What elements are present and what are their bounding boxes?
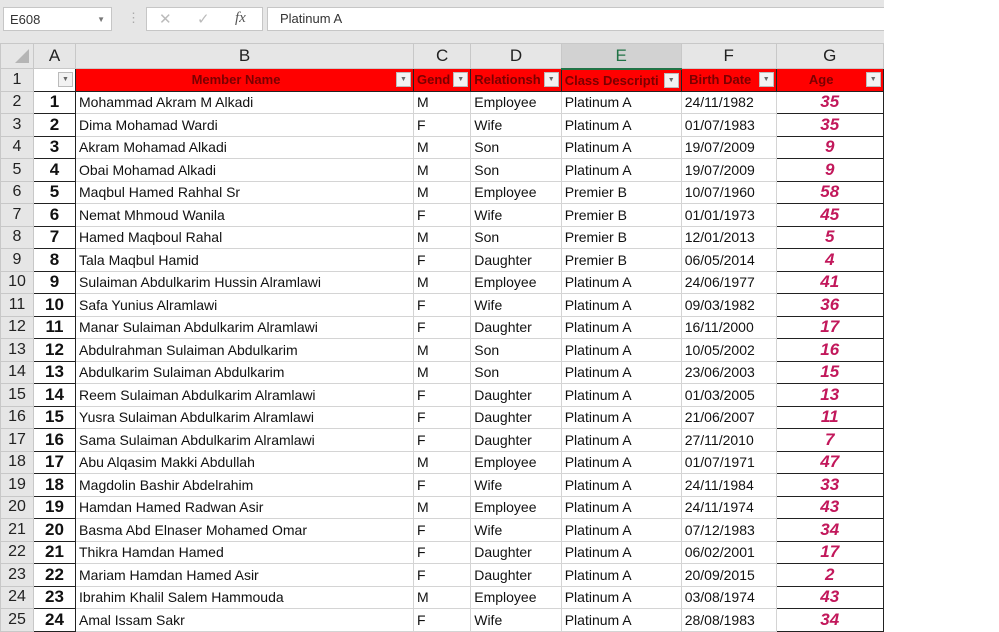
class-cell[interactable]: Platinum A bbox=[561, 384, 681, 407]
member-name-cell[interactable]: Sulaiman Abdulkarim Hussin Alramlawi bbox=[76, 271, 414, 294]
birth-date-cell[interactable]: 24/06/1977 bbox=[681, 271, 776, 294]
row-header[interactable]: 20 bbox=[1, 496, 34, 519]
row-header[interactable]: 8 bbox=[1, 226, 34, 249]
birth-date-cell[interactable]: 03/08/1974 bbox=[681, 586, 776, 609]
column-header-E[interactable]: E bbox=[561, 44, 681, 69]
birth-date-cell[interactable]: 23/06/2003 bbox=[681, 361, 776, 384]
row-header[interactable]: 12 bbox=[1, 316, 34, 339]
birth-date-cell[interactable]: 01/01/1973 bbox=[681, 204, 776, 227]
relationship-cell[interactable]: Daughter bbox=[471, 249, 561, 272]
index-cell[interactable]: 7 bbox=[34, 226, 76, 249]
class-cell[interactable]: Platinum A bbox=[561, 609, 681, 632]
index-cell[interactable]: 12 bbox=[34, 339, 76, 362]
table-row bbox=[1, 609, 884, 632]
relationship-cell[interactable]: Son bbox=[471, 159, 561, 182]
relationship-cell[interactable]: Son bbox=[471, 339, 561, 362]
class-cell[interactable]: Premier B bbox=[561, 249, 681, 272]
filter-dropdown-button[interactable]: ▼ bbox=[866, 72, 881, 87]
birth-date-cell[interactable]: 07/12/1983 bbox=[681, 519, 776, 542]
index-cell[interactable]: 13 bbox=[34, 361, 76, 384]
index-cell[interactable]: 21 bbox=[34, 541, 76, 564]
row-header[interactable]: 22 bbox=[1, 541, 34, 564]
row-header[interactable]: 6 bbox=[1, 181, 34, 204]
age-cell[interactable]: 36 bbox=[776, 294, 883, 317]
class-cell[interactable]: Platinum A bbox=[561, 541, 681, 564]
index-cell[interactable]: 1 bbox=[34, 91, 76, 114]
row-header[interactable]: 25 bbox=[1, 609, 34, 632]
row-header[interactable]: 18 bbox=[1, 451, 34, 474]
member-name-cell[interactable]: Maqbul Hamed Rahhal Sr bbox=[76, 181, 414, 204]
table-row bbox=[1, 271, 884, 294]
table-row bbox=[1, 541, 884, 564]
row-header[interactable]: 23 bbox=[1, 564, 34, 587]
relationship-cell[interactable]: Daughter bbox=[471, 564, 561, 587]
gender-cell[interactable]: M bbox=[414, 181, 471, 204]
table-row bbox=[1, 496, 884, 519]
relationship-cell[interactable]: Daughter bbox=[471, 316, 561, 339]
relationship-cell[interactable]: Son bbox=[471, 226, 561, 249]
gender-cell[interactable]: F bbox=[414, 406, 471, 429]
class-cell[interactable]: Platinum A bbox=[561, 586, 681, 609]
header-cell: Relationsh ▼ bbox=[471, 69, 561, 92]
age-cell[interactable]: 58 bbox=[776, 181, 883, 204]
member-name-cell[interactable]: Mariam Hamdan Hamed Asir bbox=[76, 564, 414, 587]
index-cell[interactable]: 11 bbox=[34, 316, 76, 339]
member-name-cell[interactable]: Reem Sulaiman Abdulkarim Alramlawi bbox=[76, 384, 414, 407]
header-cell: Member Name ▼ bbox=[76, 69, 414, 92]
relationship-cell[interactable]: Daughter bbox=[471, 541, 561, 564]
chevron-down-icon[interactable]: ▼ bbox=[97, 15, 105, 24]
birth-date-cell[interactable]: 12/01/2013 bbox=[681, 226, 776, 249]
index-cell[interactable]: 24 bbox=[34, 609, 76, 632]
member-name-cell[interactable]: Dima Mohamad Wardi bbox=[76, 114, 414, 137]
class-cell[interactable]: Platinum A bbox=[561, 339, 681, 362]
table-row bbox=[1, 159, 884, 182]
table-row bbox=[1, 91, 884, 114]
member-name-cell[interactable]: Tala Maqbul Hamid bbox=[76, 249, 414, 272]
filter-dropdown-button[interactable]: ▼ bbox=[759, 72, 774, 87]
birth-date-cell[interactable]: 10/05/2002 bbox=[681, 339, 776, 362]
class-cell[interactable]: Platinum A bbox=[561, 519, 681, 542]
class-cell[interactable]: Platinum A bbox=[561, 429, 681, 452]
table-row bbox=[1, 586, 884, 609]
class-cell[interactable]: Platinum A bbox=[561, 451, 681, 474]
select-all-triangle-icon[interactable] bbox=[15, 49, 29, 63]
birth-date-cell[interactable]: 27/11/2010 bbox=[681, 429, 776, 452]
birth-date-cell[interactable]: 24/11/1974 bbox=[681, 496, 776, 519]
age-cell[interactable]: 43 bbox=[776, 496, 883, 519]
gender-cell[interactable]: M bbox=[414, 339, 471, 362]
relationship-cell[interactable]: Wife bbox=[471, 474, 561, 497]
index-cell[interactable]: 9 bbox=[34, 271, 76, 294]
relationship-cell[interactable]: Employee bbox=[471, 91, 561, 114]
birth-date-cell[interactable]: 24/11/1982 bbox=[681, 91, 776, 114]
age-cell[interactable]: 35 bbox=[776, 91, 883, 114]
index-cell[interactable]: 10 bbox=[34, 294, 76, 317]
birth-date-cell[interactable]: 19/07/2009 bbox=[681, 136, 776, 159]
relationship-cell[interactable]: Wife bbox=[471, 609, 561, 632]
gender-cell[interactable]: M bbox=[414, 136, 471, 159]
class-cell[interactable]: Platinum A bbox=[561, 114, 681, 137]
table-row bbox=[1, 339, 884, 362]
row-header[interactable]: 2 bbox=[1, 91, 34, 114]
birth-date-cell[interactable]: 09/03/1982 bbox=[681, 294, 776, 317]
row-header[interactable]: 3 bbox=[1, 114, 34, 137]
formula-buttons bbox=[146, 7, 263, 31]
function-icon[interactable]: fx bbox=[235, 10, 246, 26]
age-cell[interactable]: 17 bbox=[776, 541, 883, 564]
index-cell[interactable]: 19 bbox=[34, 496, 76, 519]
row-header[interactable]: 13 bbox=[1, 339, 34, 362]
gender-cell[interactable]: F bbox=[414, 609, 471, 632]
filter-dropdown-button[interactable]: ▼ bbox=[453, 72, 468, 87]
gender-cell[interactable]: M bbox=[414, 226, 471, 249]
row-header[interactable]: 7 bbox=[1, 204, 34, 227]
header-cell: Birth Date ▼ bbox=[681, 69, 776, 92]
age-cell[interactable]: 7 bbox=[776, 429, 883, 452]
row-header[interactable]: 17 bbox=[1, 429, 34, 452]
member-name-cell[interactable]: Thikra Hamdan Hamed bbox=[76, 541, 414, 564]
column-header-row bbox=[1, 44, 884, 69]
class-cell[interactable]: Platinum A bbox=[561, 496, 681, 519]
column-header-F[interactable]: F bbox=[681, 44, 776, 69]
index-cell[interactable]: 5 bbox=[34, 181, 76, 204]
column-header-D[interactable]: D bbox=[471, 44, 561, 69]
birth-date-cell[interactable]: 10/07/1960 bbox=[681, 181, 776, 204]
table-row bbox=[1, 226, 884, 249]
index-cell[interactable]: 3 bbox=[34, 136, 76, 159]
age-cell[interactable]: 34 bbox=[776, 609, 883, 632]
row-header[interactable]: 21 bbox=[1, 519, 34, 542]
birth-date-cell[interactable]: 21/06/2007 bbox=[681, 406, 776, 429]
filter-dropdown-button[interactable]: ▼ bbox=[544, 72, 559, 87]
gender-cell[interactable]: F bbox=[414, 519, 471, 542]
class-cell[interactable]: Platinum A bbox=[561, 474, 681, 497]
row-header[interactable]: 11 bbox=[1, 294, 34, 317]
index-cell[interactable]: 22 bbox=[34, 564, 76, 587]
age-cell[interactable]: 17 bbox=[776, 316, 883, 339]
index-cell[interactable]: 8 bbox=[34, 249, 76, 272]
table-header-row bbox=[1, 69, 884, 92]
header-cell: Age ▼ bbox=[776, 69, 883, 92]
age-cell[interactable]: 47 bbox=[776, 451, 883, 474]
birth-date-cell[interactable]: 01/07/1971 bbox=[681, 451, 776, 474]
row-header[interactable]: 24 bbox=[1, 586, 34, 609]
row-header[interactable]: 5 bbox=[1, 159, 34, 182]
drag-handle-icon[interactable]: ⋮ bbox=[127, 10, 140, 25]
birth-date-cell[interactable]: 24/11/1984 bbox=[681, 474, 776, 497]
birth-date-cell[interactable]: 01/03/2005 bbox=[681, 384, 776, 407]
gender-cell[interactable]: F bbox=[414, 541, 471, 564]
class-cell[interactable]: Platinum A bbox=[561, 91, 681, 114]
row-header[interactable]: 16 bbox=[1, 406, 34, 429]
class-cell[interactable]: Platinum A bbox=[561, 271, 681, 294]
index-cell[interactable]: 2 bbox=[34, 114, 76, 137]
age-cell[interactable]: 43 bbox=[776, 586, 883, 609]
select-all-corner[interactable] bbox=[1, 44, 34, 69]
filter-dropdown-button[interactable]: ▼ bbox=[58, 72, 73, 87]
row-header[interactable]: 19 bbox=[1, 474, 34, 497]
gender-cell[interactable]: F bbox=[414, 204, 471, 227]
table-row bbox=[1, 294, 884, 317]
row-header[interactable]: 15 bbox=[1, 384, 34, 407]
column-header-G[interactable]: G bbox=[776, 44, 883, 69]
table-row bbox=[1, 429, 884, 452]
row-header[interactable]: 4 bbox=[1, 136, 34, 159]
row-header[interactable]: 9 bbox=[1, 249, 34, 272]
class-cell[interactable]: Platinum A bbox=[561, 361, 681, 384]
index-cell[interactable]: 20 bbox=[34, 519, 76, 542]
member-name-cell[interactable]: Amal Issam Sakr bbox=[76, 609, 414, 632]
relationship-cell[interactable]: Son bbox=[471, 361, 561, 384]
gender-cell[interactable]: F bbox=[414, 384, 471, 407]
birth-date-cell[interactable]: 16/11/2000 bbox=[681, 316, 776, 339]
gender-cell[interactable]: F bbox=[414, 564, 471, 587]
class-cell[interactable]: Platinum A bbox=[561, 294, 681, 317]
gender-cell[interactable]: F bbox=[414, 114, 471, 137]
birth-date-cell[interactable]: 06/05/2014 bbox=[681, 249, 776, 272]
gender-cell[interactable]: M bbox=[414, 91, 471, 114]
age-cell[interactable]: 35 bbox=[776, 114, 883, 137]
class-cell[interactable]: Premier B bbox=[561, 226, 681, 249]
table-row bbox=[1, 204, 884, 227]
age-cell[interactable]: 41 bbox=[776, 271, 883, 294]
name-box-value: E608 bbox=[10, 12, 41, 27]
member-name-cell[interactable]: Mohammad Akram M Alkadi bbox=[76, 91, 414, 114]
member-name-cell[interactable]: Akram Mohamad Alkadi bbox=[76, 136, 414, 159]
member-name-cell[interactable]: Hamdan Hamed Radwan Asir bbox=[76, 496, 414, 519]
row-header[interactable]: 14 bbox=[1, 361, 34, 384]
table-row bbox=[1, 474, 884, 497]
sheet-grid bbox=[0, 43, 884, 632]
relationship-cell[interactable]: Employee bbox=[471, 586, 561, 609]
birth-date-cell[interactable]: 20/09/2015 bbox=[681, 564, 776, 587]
table-row bbox=[1, 361, 884, 384]
member-name-cell[interactable]: Safa Yunius Alramlawi bbox=[76, 294, 414, 317]
member-name-cell[interactable]: Abu Alqasim Makki Abdullah bbox=[76, 451, 414, 474]
gender-cell[interactable]: F bbox=[414, 249, 471, 272]
header-cell: Class Descripti ▼ bbox=[561, 69, 681, 92]
table-row bbox=[1, 519, 884, 542]
member-name-cell[interactable]: Obai Mohamad Alkadi bbox=[76, 159, 414, 182]
index-cell[interactable]: 17 bbox=[34, 451, 76, 474]
class-cell[interactable]: Premier B bbox=[561, 181, 681, 204]
member-name-cell[interactable]: Abdulrahman Sulaiman Abdulkarim bbox=[76, 339, 414, 362]
gender-cell[interactable]: F bbox=[414, 474, 471, 497]
member-name-cell[interactable]: Basma Abd Elnaser Mohamed Omar bbox=[76, 519, 414, 542]
formula-bar[interactable]: Platinum A bbox=[267, 7, 884, 31]
table-row bbox=[1, 249, 884, 272]
age-cell[interactable]: 9 bbox=[776, 136, 883, 159]
class-cell[interactable]: Platinum A bbox=[561, 564, 681, 587]
member-name-cell[interactable]: Nemat Mhmoud Wanila bbox=[76, 204, 414, 227]
table-row bbox=[1, 181, 884, 204]
birth-date-cell[interactable]: 06/02/2001 bbox=[681, 541, 776, 564]
age-cell[interactable]: 13 bbox=[776, 384, 883, 407]
age-cell[interactable]: 11 bbox=[776, 406, 883, 429]
age-cell[interactable]: 2 bbox=[776, 564, 883, 587]
column-header-B[interactable]: B bbox=[76, 44, 414, 69]
gender-cell[interactable]: M bbox=[414, 271, 471, 294]
age-cell[interactable]: 16 bbox=[776, 339, 883, 362]
relationship-cell[interactable]: Wife bbox=[471, 519, 561, 542]
relationship-cell[interactable]: Daughter bbox=[471, 406, 561, 429]
relationship-cell[interactable]: Employee bbox=[471, 271, 561, 294]
gender-cell[interactable]: M bbox=[414, 361, 471, 384]
member-name-cell[interactable]: Yusra Sulaiman Abdulkarim Alramlawi bbox=[76, 406, 414, 429]
member-name-cell[interactable]: Magdolin Bashir Abdelrahim bbox=[76, 474, 414, 497]
table-row bbox=[1, 406, 884, 429]
class-cell[interactable]: Platinum A bbox=[561, 136, 681, 159]
age-cell[interactable]: 15 bbox=[776, 361, 883, 384]
column-header-A[interactable]: A bbox=[34, 44, 76, 69]
table-row bbox=[1, 136, 884, 159]
class-cell[interactable]: Platinum A bbox=[561, 406, 681, 429]
age-cell[interactable]: 33 bbox=[776, 474, 883, 497]
gender-cell[interactable]: M bbox=[414, 586, 471, 609]
age-cell[interactable]: 5 bbox=[776, 226, 883, 249]
index-cell[interactable]: 18 bbox=[34, 474, 76, 497]
relationship-cell[interactable]: Employee bbox=[471, 496, 561, 519]
index-cell[interactable]: 15 bbox=[34, 406, 76, 429]
filter-dropdown-button[interactable]: ▼ bbox=[664, 73, 679, 88]
class-cell[interactable]: Platinum A bbox=[561, 316, 681, 339]
class-cell[interactable]: Premier B bbox=[561, 204, 681, 227]
row-header[interactable]: 10 bbox=[1, 271, 34, 294]
relationship-cell[interactable]: Employee bbox=[471, 181, 561, 204]
member-name-cell[interactable]: Sama Sulaiman Abdulkarim Alramlawi bbox=[76, 429, 414, 452]
birth-date-cell[interactable]: 28/08/1983 bbox=[681, 609, 776, 632]
header-cell: Gend ▼ bbox=[414, 69, 471, 92]
column-header-C[interactable]: C bbox=[414, 44, 471, 69]
gender-cell[interactable]: F bbox=[414, 316, 471, 339]
age-cell[interactable]: 4 bbox=[776, 249, 883, 272]
gender-cell[interactable]: M bbox=[414, 496, 471, 519]
birth-date-cell[interactable]: 19/07/2009 bbox=[681, 159, 776, 182]
table-row bbox=[1, 384, 884, 407]
member-name-cell[interactable]: Abdulkarim Sulaiman Abdulkarim bbox=[76, 361, 414, 384]
table-row bbox=[1, 316, 884, 339]
row-header-1[interactable]: 1 bbox=[1, 69, 34, 92]
name-box[interactable] bbox=[3, 7, 112, 31]
filter-dropdown-button[interactable]: ▼ bbox=[396, 72, 411, 87]
age-cell[interactable]: 9 bbox=[776, 159, 883, 182]
header-cell bbox=[34, 69, 76, 92]
relationship-cell[interactable]: Wife bbox=[471, 294, 561, 317]
enter-icon[interactable]: ✓ bbox=[197, 11, 210, 28]
relationship-cell[interactable]: Employee bbox=[471, 451, 561, 474]
table-row bbox=[1, 564, 884, 587]
cancel-icon[interactable]: ✕ bbox=[159, 11, 172, 28]
index-cell[interactable]: 6 bbox=[34, 204, 76, 227]
relationship-cell[interactable]: Wife bbox=[471, 114, 561, 137]
index-cell[interactable]: 23 bbox=[34, 586, 76, 609]
relationship-cell[interactable]: Wife bbox=[471, 204, 561, 227]
gender-cell[interactable]: M bbox=[414, 159, 471, 182]
index-cell[interactable]: 16 bbox=[34, 429, 76, 452]
member-name-cell[interactable]: Manar Sulaiman Abdulkarim Alramlawi bbox=[76, 316, 414, 339]
table-row bbox=[1, 114, 884, 137]
table-row bbox=[1, 451, 884, 474]
gender-cell[interactable]: F bbox=[414, 429, 471, 452]
member-name-cell[interactable]: Hamed Maqboul Rahal bbox=[76, 226, 414, 249]
index-cell[interactable]: 4 bbox=[34, 159, 76, 182]
relationship-cell[interactable]: Daughter bbox=[471, 384, 561, 407]
gender-cell[interactable]: F bbox=[414, 294, 471, 317]
member-name-cell[interactable]: Ibrahim Khalil Salem Hammouda bbox=[76, 586, 414, 609]
gender-cell[interactable]: M bbox=[414, 451, 471, 474]
relationship-cell[interactable]: Son bbox=[471, 136, 561, 159]
age-cell[interactable]: 34 bbox=[776, 519, 883, 542]
class-cell[interactable]: Platinum A bbox=[561, 159, 681, 182]
index-cell[interactable]: 14 bbox=[34, 384, 76, 407]
relationship-cell[interactable]: Daughter bbox=[471, 429, 561, 452]
birth-date-cell[interactable]: 01/07/1983 bbox=[681, 114, 776, 137]
age-cell[interactable]: 45 bbox=[776, 204, 883, 227]
